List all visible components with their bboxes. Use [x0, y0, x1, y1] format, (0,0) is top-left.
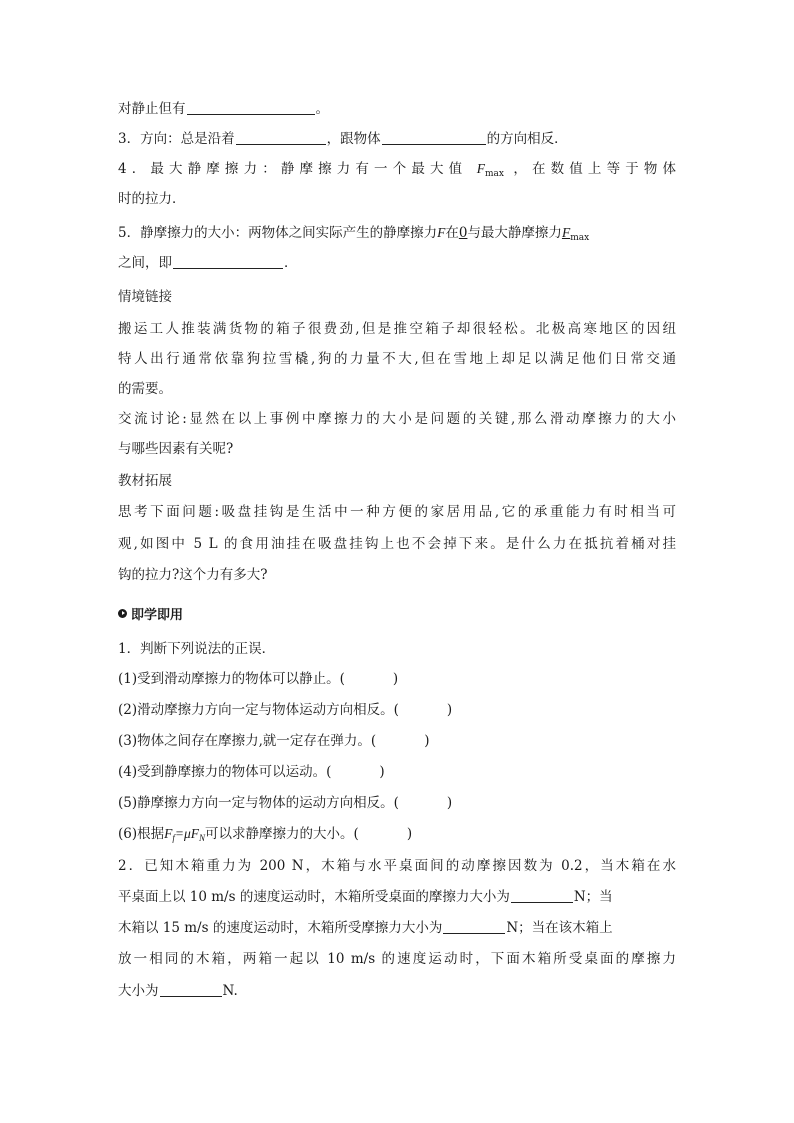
- line-max-static-friction-cont: [118, 190, 186, 208]
- question-2-line-2: [118, 888, 613, 906]
- judge-item-5: [118, 794, 452, 812]
- subscript: N: [199, 833, 206, 843]
- text: 平桌面上以 10 m/s 的速度运动时，木箱所受桌面的摩擦力大小为: [118, 889, 510, 905]
- line-direction: [118, 130, 568, 148]
- text: 的方向相反．: [486, 131, 568, 147]
- text: ): [446, 795, 453, 811]
- judge-item-4: [118, 763, 385, 781]
- judge-item-6: [118, 825, 412, 847]
- text: 5．静摩擦力的大小：两物体之间实际产生的静摩擦力: [118, 225, 438, 241]
- scenario-text-3: 的需要。: [118, 381, 172, 397]
- subscript: max: [484, 169, 504, 179]
- text: (5)静摩擦力方向一定与物体的运动方向相反。(: [118, 795, 399, 811]
- text: 3．方向：总是沿着: [118, 131, 235, 147]
- subscript: f: [172, 833, 175, 843]
- line-static-friction-magnitude: [118, 224, 589, 247]
- text: ，在数值上等于物体: [513, 161, 676, 177]
- practice-section-title: [118, 604, 183, 623]
- line-magnitude-cont: [118, 254, 298, 272]
- judge-item-2: [118, 701, 452, 719]
- text: ．: [284, 255, 298, 271]
- discussion-text-1: 交流讨论:显然在以上事例中摩擦力的大小是问题的关键,那么滑动摩擦力的大小: [118, 411, 676, 427]
- text: ，跟物体: [326, 131, 381, 147]
- text: 对静止但有: [118, 101, 186, 117]
- symbol-f: F: [164, 826, 173, 841]
- answer-blank[interactable]: [160, 982, 222, 997]
- text: (1)受到滑动摩擦力的物体可以静止。(: [118, 671, 345, 687]
- practice-title-text: 即学即用: [131, 608, 184, 623]
- play-arrow-icon: [118, 609, 127, 618]
- question-2-line-1: 2．已知木箱重力为 200 N，木箱与水平桌面间的动摩擦因数为 0.2，当木箱在水: [118, 858, 676, 874]
- text: N；当: [573, 889, 613, 905]
- zero-underlined: 0: [458, 225, 468, 241]
- text: ): [446, 702, 453, 718]
- question-2-line-4: 放一相同的木箱，两箱一起以 10 m/s 的速度运动时，下面木箱所受桌面的摩擦力: [118, 951, 676, 967]
- answer-blank[interactable]: [236, 130, 326, 145]
- text: ): [406, 826, 413, 842]
- text: ): [379, 764, 385, 780]
- text: (4)受到静摩擦力的物体可以运动。(: [118, 764, 332, 780]
- discussion-text-2: 与哪些因素有关呢?: [118, 441, 234, 457]
- textbook-text-3: 钩的拉力?这个力有多大?: [118, 567, 268, 583]
- textbook-text-1: 思考下面问题:吸盘挂钩是生活中一种方便的家居用品,它的承重能力有时相当可: [118, 504, 676, 520]
- text: 与最大静摩擦力: [467, 225, 562, 241]
- text: 。: [315, 101, 329, 117]
- question-2-line-5: [118, 982, 238, 1000]
- text: 在: [445, 225, 459, 241]
- answer-blank[interactable]: [443, 919, 505, 934]
- text: 之间，即: [118, 255, 172, 271]
- textbook-title: 教材拓展: [118, 473, 172, 489]
- text: (6)根据: [118, 826, 165, 842]
- symbol-f: F: [561, 225, 571, 240]
- answer-blank[interactable]: [173, 254, 283, 269]
- text: N；当在该木箱上: [506, 920, 613, 936]
- question-1: 1．判断下列说法的正误．: [118, 641, 276, 657]
- question-2-line-3: [118, 919, 613, 937]
- answer-blank[interactable]: [187, 100, 315, 115]
- symbol-f: F: [437, 225, 446, 240]
- subscript: max: [570, 233, 590, 243]
- line-max-static-friction: [118, 160, 676, 183]
- textbook-text-2: 观,如图中 5 L 的食用油挂在吸盘挂钩上也不会掉下来。是什么力在抵抗着桶对挂: [118, 536, 676, 552]
- text: (3)物体之间存在摩擦力,就一定存在弹力。(: [118, 733, 377, 749]
- text: 木箱以 15 m/s 的速度运动时，木箱所受摩擦力大小为: [118, 920, 443, 936]
- scenario-text-2: 特人出行通常依靠狗拉雪橇,狗的力量不大,但在雪地上却足以满足他们日常交通: [118, 351, 676, 367]
- text: 4．最大静摩擦力：静摩擦力有一个最大值: [118, 161, 468, 177]
- text: 可以求静摩擦力的大小。(: [205, 826, 359, 842]
- text: ): [424, 733, 430, 749]
- answer-blank[interactable]: [382, 130, 486, 145]
- text: 大小为: [118, 983, 159, 999]
- answer-blank[interactable]: [511, 888, 573, 903]
- text: (2)滑动摩擦力方向一定与物体运动方向相反。(: [118, 702, 399, 718]
- text: ): [392, 671, 399, 687]
- judge-item-3: [118, 732, 429, 750]
- text: 时的拉力．: [118, 191, 186, 207]
- text: N.: [222, 983, 238, 999]
- judge-item-1: [118, 670, 398, 688]
- formula: =μF: [174, 826, 200, 841]
- scenario-title: 情境链接: [118, 289, 172, 305]
- scenario-text-1: 搬运工人推装满货物的箱子很费劲,但是推空箱子却很轻松。北极高寒地区的因纽: [118, 321, 676, 337]
- symbol-f: F: [476, 161, 485, 176]
- line-static-friction-tendency: [118, 100, 329, 118]
